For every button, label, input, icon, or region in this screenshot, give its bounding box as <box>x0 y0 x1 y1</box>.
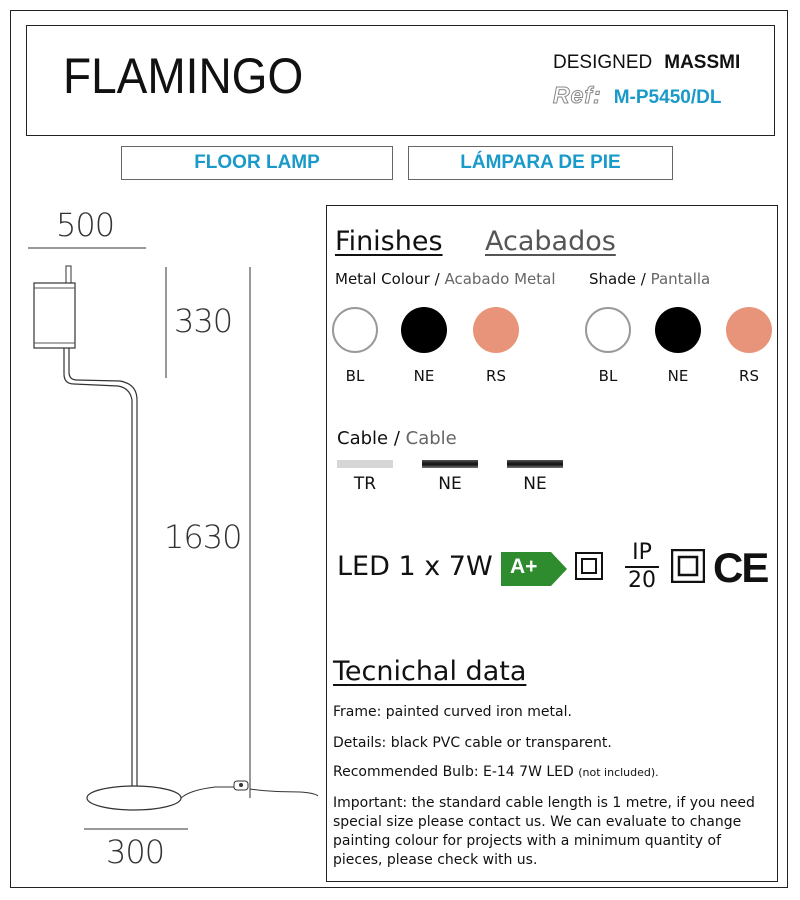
ip-rating: IP 20 <box>625 541 659 593</box>
cable-code-tr: TR <box>353 474 377 494</box>
ref-code: M-P5450/DL <box>613 87 722 108</box>
designer-name: MASSMI <box>664 52 741 73</box>
lamp-arm <box>64 348 132 786</box>
metal-swatch-bl <box>332 307 378 353</box>
dim-base: 300 <box>106 833 165 871</box>
product-name: FLAMINGO <box>63 48 304 104</box>
ce-mark: CE <box>713 544 768 591</box>
shade-label: Shade / Pantalla <box>589 270 711 288</box>
cable-swatch-ne-2 <box>507 460 563 468</box>
cable-code-ne-1: NE <box>438 474 462 494</box>
lamp-cable <box>181 787 240 798</box>
finishes-title: Finishes <box>335 226 443 257</box>
tech-details: Details: black PVC cable or transparent. <box>333 735 612 751</box>
metal-code-rs: RS <box>486 367 506 385</box>
energy-class: A+ <box>510 555 538 578</box>
shade-code-rs: RS <box>739 367 759 385</box>
class-ii-icon <box>575 552 603 580</box>
class-ii-double-icon <box>671 549 705 583</box>
dim-shade-height: 330 <box>174 302 233 340</box>
product-type-es: LÁMPARA DE PIE <box>408 146 673 180</box>
top-rod <box>66 266 71 284</box>
cable-code-ne-2: NE <box>523 474 547 494</box>
metal-code-ne: NE <box>413 367 435 385</box>
product-type-en: FLOOR LAMP <box>121 146 393 180</box>
tech-important: Important: the standard cable length is 1 metre, if you need special size please contact us. We can evaluate to change painting colour for projects with a minimum quantity of pieces, please check with us. <box>333 795 755 868</box>
technical-data-title: Tecnichal data <box>333 656 527 687</box>
specs-panel <box>326 205 778 882</box>
dim-width: 500 <box>56 206 115 244</box>
shade-code-ne: NE <box>667 367 689 385</box>
metal-swatch-ne <box>401 307 447 353</box>
shade-swatch-rs <box>726 307 772 353</box>
metal-code-bl: BL <box>345 367 365 385</box>
ref-label: Ref: <box>553 82 602 108</box>
led-spec: LED 1 x 7W <box>337 551 493 582</box>
cable-swatch-ne-1 <box>422 460 478 468</box>
lamp-base <box>87 786 181 810</box>
designed-label: DESIGNED <box>553 52 653 73</box>
metal-swatch-rs <box>473 307 519 353</box>
tech-bulb: Recommended Bulb: E-14 7W LED (not included). <box>333 764 659 780</box>
acabados-title: Acabados <box>485 226 616 257</box>
shade-swatch-bl <box>585 307 631 353</box>
cable-label: Cable / Cable <box>337 428 457 449</box>
lamp-shade <box>34 283 75 348</box>
dim-total-height: 1630 <box>164 518 242 556</box>
shade-code-bl: BL <box>598 367 618 385</box>
metal-colour-label: Metal Colour / Acabado Metal <box>335 270 556 288</box>
shade-swatch-ne <box>655 307 701 353</box>
cable-swatch-tr <box>337 460 393 468</box>
tech-frame: Frame: painted curved iron metal. <box>333 704 572 720</box>
